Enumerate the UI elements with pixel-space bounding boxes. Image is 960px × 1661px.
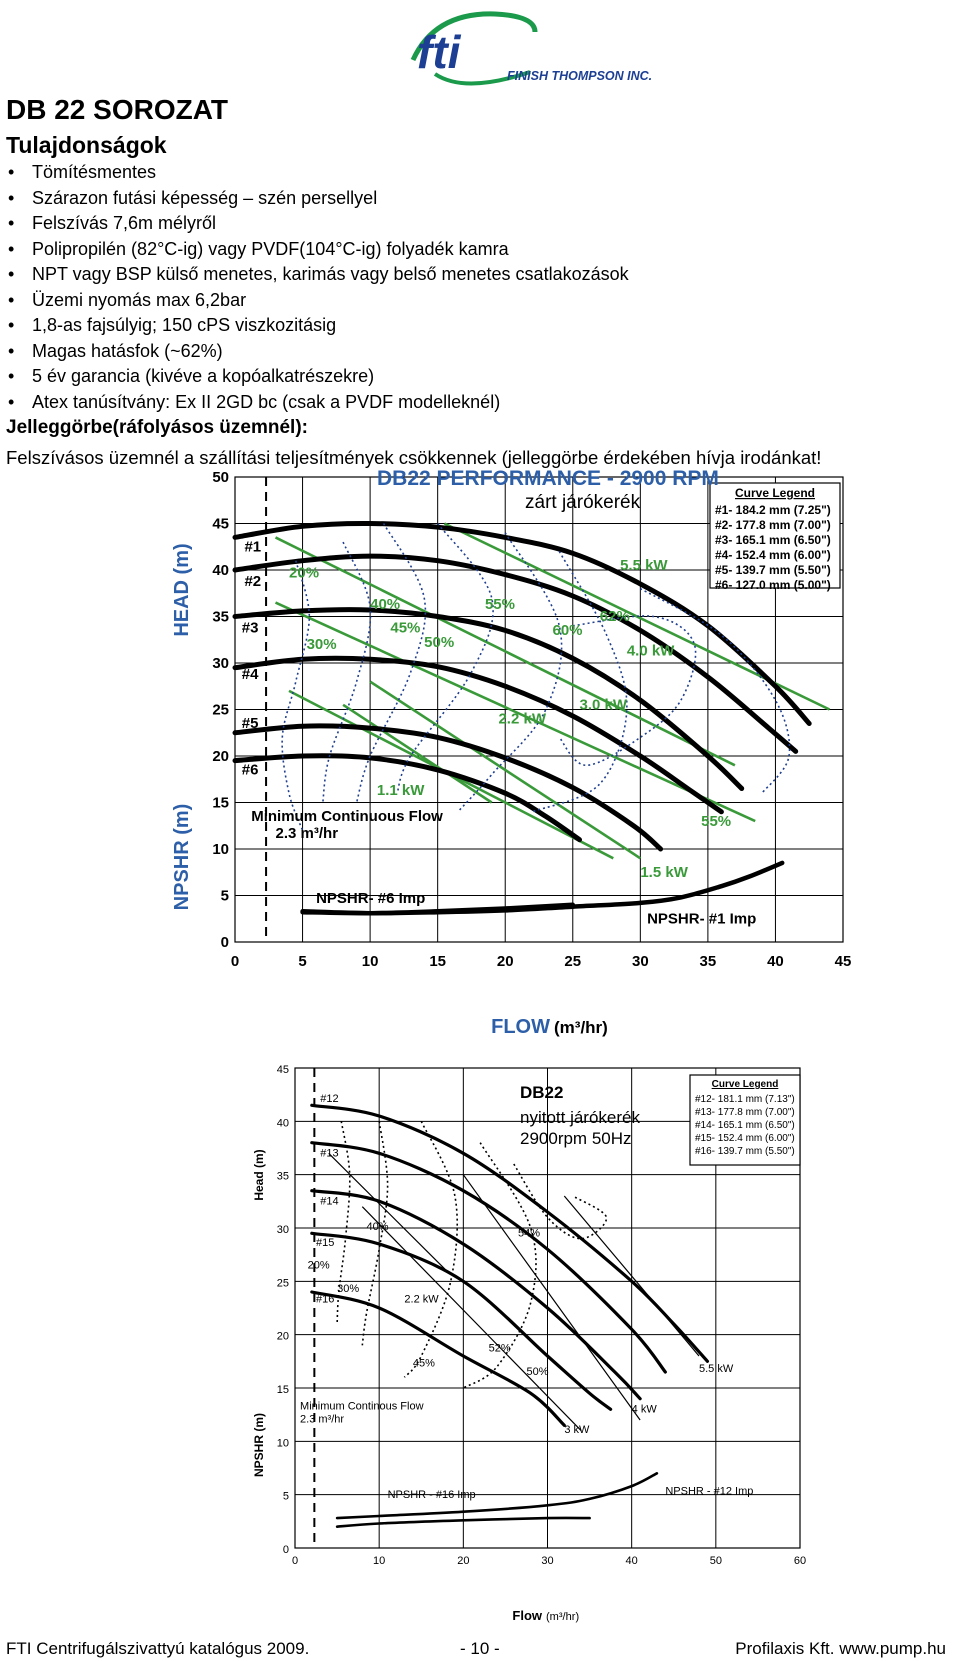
legend-entry: #16- 139.7 mm (5.50") <box>695 1146 795 1157</box>
series-label: NPSHR- #6 Imp <box>316 889 426 907</box>
efficiency-label: 55% <box>484 596 515 614</box>
series-label: NPSHR- #1 Imp <box>647 910 757 928</box>
y-tick-label: 15 <box>212 794 229 812</box>
x-tick-label: 35 <box>699 953 717 970</box>
footer-left: FTI Centrifugálszivattyú katalógus 2009. <box>6 1639 310 1658</box>
x-tick-label: 60 <box>793 1555 807 1567</box>
efficiency-contour <box>404 1121 457 1377</box>
list-item: • 5 év garancia (kivéve a kopóalkatrészekre) <box>6 364 629 390</box>
list-item: • NPT vagy BSP külső menetes, karimás vagy belső menetes csatlakozások <box>6 262 629 288</box>
y-tick-label: 40 <box>276 1117 289 1130</box>
series-label: #16 <box>316 1293 335 1306</box>
footer-page-number: - 10 - <box>460 1639 500 1658</box>
x-tick-label: 50 <box>709 1555 722 1567</box>
legend-entry: #3- 165.1 mm (6.50") <box>715 533 831 547</box>
list-item: • Atex tanúsítvány: Ex II 2GD bc (csak a PVDF modelleknél) <box>6 390 629 416</box>
x-tick-label: 15 <box>429 953 447 970</box>
power-label: 4 kW <box>631 1403 657 1416</box>
efficiency-label: 52% <box>488 1342 511 1355</box>
efficiency-label: 20% <box>307 1259 330 1272</box>
x-tick-label: 0 <box>291 1555 299 1567</box>
head-curve <box>312 1233 611 1409</box>
efficiency-label: 55% <box>701 812 732 830</box>
series-label: #5 <box>241 715 259 733</box>
efficiency-label: 30% <box>306 636 337 654</box>
series-label: #1 <box>244 538 262 556</box>
head-curve <box>312 1191 640 1399</box>
efficiency-label: 30% <box>337 1283 360 1295</box>
y-tick-label: 50 <box>212 470 229 486</box>
efficiency-label: 50% <box>526 1366 549 1379</box>
npshr-curve <box>337 1473 657 1518</box>
series-label: #4 <box>241 665 259 683</box>
series-label: #3 <box>241 619 259 637</box>
performance-chart-open-impeller <box>250 1065 850 1640</box>
series-label: #12 <box>320 1093 339 1106</box>
series-label: #2 <box>244 572 262 590</box>
power-label: 1.1 kW <box>376 782 425 800</box>
x-tick-label: 40 <box>767 953 784 970</box>
logo-company: FINISH THOMPSON INC. <box>507 69 653 83</box>
footer-right: Profilaxis Kft. www.pump.hu <box>735 1639 946 1658</box>
x-axis-title: FLOW <box>491 1016 550 1038</box>
x-tick-label: 30 <box>631 953 649 970</box>
section-heading-properties: Tulajdonságok <box>6 132 167 158</box>
minimum-flow-label: Minimum Continous Flow <box>300 1400 424 1413</box>
efficiency-label: 20% <box>289 564 320 582</box>
x-tick-label: 45 <box>834 953 852 970</box>
y-tick-label: 30 <box>212 655 229 672</box>
chart-annotation-line-1: DB22 <box>520 1083 564 1102</box>
list-item: • 1,8-as fajsúlyig; 150 cPS viszkozitásig <box>6 313 629 339</box>
list-item: • Tömítésmentes <box>6 160 629 186</box>
fti-logo <box>405 2 685 92</box>
efficiency-label: 45% <box>412 1357 435 1370</box>
y-axis-title-npshr: NPSHR (m) <box>171 803 193 911</box>
y-tick-label: 45 <box>276 1065 289 1076</box>
y-tick-label: 5 <box>220 887 229 905</box>
legend-entry: #15- 152.4 mm (6.00") <box>695 1133 795 1144</box>
y-tick-label: 45 <box>212 515 229 533</box>
series-label: #6 <box>241 761 259 779</box>
efficiency-label: 40% <box>366 1221 389 1234</box>
efficiency-label: 54% <box>518 1227 541 1240</box>
legend-entry: #4- 152.4 mm (6.00") <box>715 548 831 562</box>
logo-mark: fti <box>417 26 461 78</box>
legend-title: Curve Legend <box>734 486 816 500</box>
y-axis-title: Head (m) <box>252 1149 266 1201</box>
power-label: 4.0 kW <box>626 642 675 660</box>
head-curve <box>312 1143 666 1372</box>
legend-entry: #6- 127.0 mm (5.00") <box>715 578 831 592</box>
x-axis-title: Flow <box>512 1608 542 1623</box>
legend-title: Curve Legend <box>711 1079 779 1090</box>
list-item: • Üzemi nyomás max 6,2bar <box>6 288 629 314</box>
performance-chart-closed-impeller <box>170 470 915 1060</box>
y-tick-label: 35 <box>212 608 229 626</box>
chart-annotation-line-2: nyitott járókerék <box>520 1108 640 1127</box>
series-label: #14 <box>320 1195 339 1208</box>
list-item: • Magas hatásfok (~62%) <box>6 339 629 365</box>
x-tick-label: 10 <box>361 953 379 970</box>
legend-entry: #2- 177.8 mm (7.00") <box>715 518 831 532</box>
efficiency-label: 45% <box>390 619 421 637</box>
power-label: 2.2 kW <box>404 1293 439 1306</box>
legend-entry: #1- 184.2 mm (7.25") <box>715 503 831 517</box>
y-axis-title-npshr: NPSHR (m) <box>252 1412 266 1478</box>
feature-list <box>6 160 629 415</box>
x-tick-label: 20 <box>457 1555 470 1567</box>
y-tick-label: 15 <box>276 1384 289 1396</box>
efficiency-label: 62% <box>599 608 630 626</box>
chart-title: DB22 PERFORMANCE - 2900 RPM <box>377 470 719 490</box>
minimum-flow-label: Minimum Continuous Flow <box>251 808 443 826</box>
page-title: DB 22 SOROZAT <box>6 94 228 125</box>
legend-entry: #12- 181.1 mm (7.13") <box>695 1094 795 1105</box>
efficiency-label: 40% <box>370 596 401 614</box>
list-item: • Felszívás 7,6m mélyről <box>6 211 629 237</box>
x-tick-label: 10 <box>373 1555 386 1567</box>
legend-entry: #14- 165.1 mm (6.50") <box>695 1120 795 1131</box>
x-tick-label: 30 <box>541 1555 554 1567</box>
power-label: 5.5 kW <box>620 557 668 574</box>
x-tick-label: 0 <box>230 953 240 970</box>
y-tick-label: 35 <box>276 1170 289 1183</box>
y-tick-label: 20 <box>212 748 229 765</box>
chart-annotation-line-3: 2900rpm 50Hz <box>520 1129 632 1148</box>
series-label: NPSHR - #16 Imp <box>387 1488 476 1501</box>
y-tick-label: 25 <box>212 701 229 719</box>
series-label: #15 <box>316 1237 335 1250</box>
series-label: #13 <box>320 1147 339 1160</box>
section-heading-curves: Jelleggörbe(ráfolyásos üzemnél): <box>6 417 308 438</box>
efficiency-label: 60% <box>552 622 583 640</box>
series-label: NPSHR - #12 Imp <box>665 1485 754 1498</box>
y-tick-label: 40 <box>212 562 229 579</box>
list-item: • Szárazon futási képesség – szén persellyel <box>6 186 629 212</box>
y-tick-label: 25 <box>276 1277 289 1290</box>
y-tick-label: 0 <box>282 1544 289 1556</box>
x-tick-label: 5 <box>298 953 307 970</box>
y-tick-label: 0 <box>220 934 229 951</box>
power-label: 3.0 kW <box>579 696 628 714</box>
minimum-flow-value: 2.3 m³/hr <box>275 825 339 843</box>
minimum-flow-value: 2.3 m³/hr <box>300 1413 345 1426</box>
y-tick-label: 20 <box>276 1330 289 1343</box>
x-tick-label: 25 <box>564 953 582 970</box>
suction-note: Felszívásos üzemnél a szállítási teljesítmények csökkennek (jelleggörbe érdekében hívja irodánkat! <box>6 447 822 468</box>
power-label: 5.5 kW <box>699 1363 734 1375</box>
power-line <box>463 1175 640 1420</box>
head-curve <box>312 1105 708 1361</box>
x-tick-label: 20 <box>496 953 514 970</box>
efficiency-label: 50% <box>424 634 455 652</box>
y-tick-label: 10 <box>212 841 229 858</box>
power-line <box>362 1207 581 1431</box>
x-tick-label: 40 <box>625 1555 638 1567</box>
power-label: 1.5 kW <box>640 863 688 881</box>
chart-annotation: zárt járókerék <box>525 492 641 513</box>
y-tick-label: 10 <box>276 1437 289 1450</box>
legend-entry: #5- 139.7 mm (5.50") <box>715 563 831 577</box>
x-axis-unit: (m³/hr) <box>554 1018 608 1037</box>
list-item: • Polipropilén (82°C-ig) vagy PVDF(104°C-ig) folyadék kamra <box>6 237 629 263</box>
y-axis-title: HEAD (m) <box>171 543 193 637</box>
x-axis-unit: (m³/hr) <box>546 1611 580 1623</box>
power-label: 3 kW <box>564 1423 590 1436</box>
y-tick-label: 5 <box>282 1490 289 1503</box>
power-label: 2.2 kW <box>498 710 546 728</box>
y-tick-label: 30 <box>276 1224 289 1236</box>
legend-entry: #13- 177.8 mm (7.00") <box>695 1107 795 1118</box>
